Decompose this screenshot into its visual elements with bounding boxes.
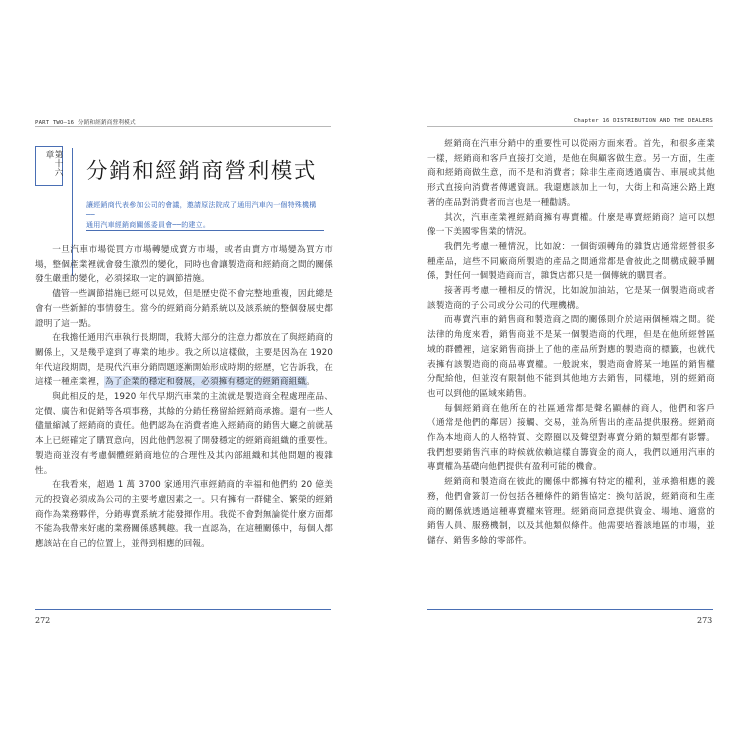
highlighted-text[interactable]: 為了企業的穩定和發展，必須擁有穩定的經銷商組織 — [104, 377, 307, 388]
page-number-right: 273 — [697, 616, 713, 625]
paragraph: 接著再考慮一種相反的情況，比如說加油站，它是某一個製造商或者該製造商的子公司或分公司的代理機構。 — [427, 286, 715, 311]
paragraph-text: 。 — [306, 377, 315, 388]
paragraph: 我們先考慮一種情況，比如說：一個街頭轉角的雜貨店通常經營很多種產品，這些不同廠商所製造的產品之間通常都是會彼此之間構成競爭關係，對任何一個製造商而言，雜貨店都只是一個傳統的購買者。 — [427, 241, 715, 282]
summary-line: 讓經銷商代表參加公司的會議，邀請原法院成了通用汽車內一個特殊機構── — [86, 201, 317, 219]
paragraph: 經銷商在汽車分銷中的重要性可以從兩方面來看。首先，和很多產業一樣，經銷商和客戶直接打交道，是他在與顧客做生意。另一方面，生產商和經銷商做生意，而不是和消費者；除非生產商透過廣告、車展或其他形式直接向消費者傳遞資訊。我還應該加上一句，大街上和高速公路上跑著的產品對消費者而言也是一種勸誘。 — [427, 139, 715, 208]
footer-rule-right — [427, 609, 713, 610]
right-page — [375, 104, 750, 644]
left-page — [0, 104, 375, 644]
paragraph: 經銷商和製造商在彼此的關係中都擁有特定的權利，並承擔相應的義務，他們會簽訂一份包括各種條件的銷售協定：換句話說，經銷商和生產商的關係就透過這種專賣權來管理。經銷商同意提供資金、場地、適當的銷售人員、服務機制，以及其他類似條件。他需要培養該地區的市場，並儲存、銷售多餘的零部件。 — [427, 477, 715, 546]
paragraph[interactable] — [35, 331, 333, 390]
paragraph: 其次，汽車產業裡經銷商擁有專賣權。什麼是專賣經銷商？這可以想像一下美國零售業的情況。 — [427, 212, 715, 238]
header-rule-left — [35, 126, 331, 127]
paragraph: 在我看來，超過 1 萬 3700 家通用汽車經銷商的幸福和他們約 20 億美元的投資必須成為公司的主要考慮因素之一。只有擁有一群健全、繁榮的經銷商作為業務夥伴，分銷專賣系統才能發揮作用。我從不會對無論從什麼方面都不能為我帶來好處的業務關係感興趣。我一直認為，在這種關係中，每個人都應該站在自己的位置上，並得到相應的回報。 — [35, 480, 333, 550]
footer-rule-left — [35, 609, 331, 610]
left-body-text — [35, 243, 333, 552]
paragraph: 與此相反的是，1920 年代早期汽車業的主流就是製造商全程處理產品、定價、廣告和促銷等各項事務，其餘的分銷任務留給經銷商承擔。還有一些人儘量縮減了經銷商的責任。他們認為在消費者進入經銷商的銷售大廳之前就基本上已經確定了購買意向，因此他們忽視了開發穩定的經銷商組織的重要性。製造商並沒有考慮個體經銷商地位的合理性及其內部組織和其他問題的複雜性。 — [35, 392, 333, 476]
running-head-left: PART TWO—16 分銷和經銷商營利模式 — [35, 120, 136, 126]
paragraph: 而專賣汽車的銷售商和製造商之間的關係則介於這兩個極端之間。從法律的角度來看，銷售商並不是某一個製造商的代理，但是在他所經營區域的群體裡，這家銷售商掛上了他的產品所對應的製造商的標籤，也就代表擁有該製造商的商品專賣權。一般說來，製造商會將某一地區的銷售權分配給他，但並沒有限制他不能到其他地方去銷售，同樣地，別的經銷商也可以到他的區域來銷售。 — [427, 315, 715, 399]
paragraph-text: 在我擔任通用汽車執行長期間，我將大部分的注意力都放在了與經銷商的關係上，又是幾乎達到了專業的地步。我之所以這樣做，主要是因為在 1920 年代這段期間，是現代汽車分銷問題逐漸開始形成時期的經歷，它告訴我，在這樣一種產業裡， — [35, 333, 333, 388]
chapter-label: 第十六章 — [44, 150, 63, 177]
paragraph: 儘管一些調節措施已經可以見效，但是歷史從不會完整地重複，因此總是會有一些新鮮的事情發生。當今的經銷商分銷系統以及該系統的整個發展史都證明了這一點。 — [35, 289, 333, 329]
chapter-label-box — [35, 146, 63, 186]
running-head-right: Chapter 16 DISTRIBUTION AND THE DEALERS — [573, 118, 713, 124]
paragraph: 一旦汽車市場從買方市場轉變成賣方市場，或者由賣方市場變為買方市場，整個產業裡就會發生激烈的變化，同時也會讓製造商和經銷商之間的關係發生嚴重的變化，必須採取一定的調節措施。 — [35, 245, 333, 285]
chapter-title: 分銷和經銷商營利模式 — [86, 159, 318, 184]
page-number-left: 272 — [35, 616, 51, 625]
header-rule-right — [427, 126, 713, 127]
paragraph: 每個經銷商在他所在的社區通常都是聲名顯赫的商人，他們和客戶（通常是他們的鄰居）接觸、交易，並為所售出的產品提供服務。經銷商作為本地商人的人格特質、交際圈以及聲望對專賣分銷的類型都有影響。我們想要銷售汽車的時候就依賴這樣自籌資金的商人，我們以通用汽車的專賣權為基礎向他們提供有盈利可能的機會。 — [427, 403, 715, 473]
right-body-text — [427, 137, 715, 549]
summary-line: 通用汽車經銷商關係委員會──的建立。 — [86, 221, 211, 229]
chapter-summary — [86, 200, 324, 230]
summary-rule — [86, 230, 324, 231]
